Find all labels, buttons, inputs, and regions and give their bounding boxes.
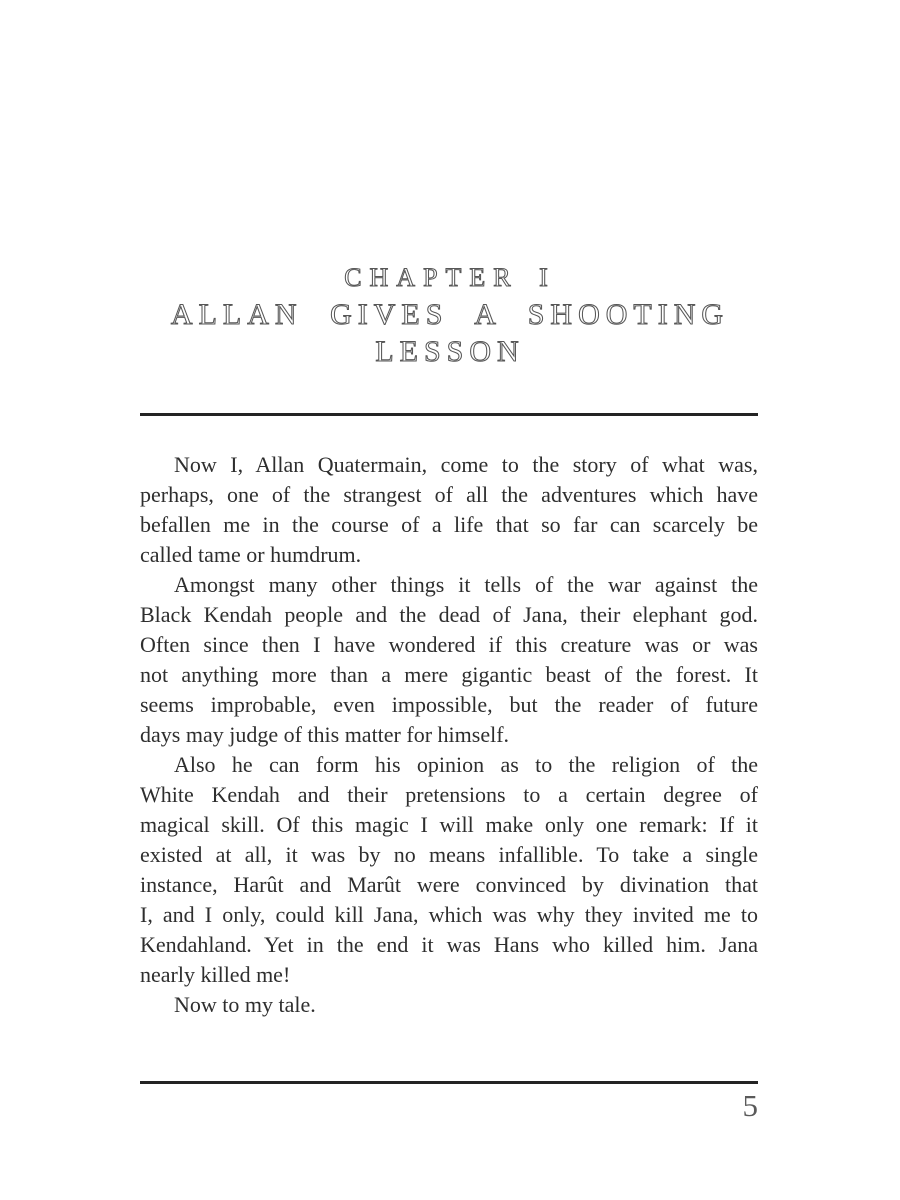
text-line: Black Kendah people and the dead of Jana, their elephant god.: [140, 602, 758, 627]
text-line: Now to my tale.: [174, 992, 316, 1017]
text-line: magical skill. Of this magic I will make only one remark: If it: [140, 812, 758, 837]
paragraph: [140, 450, 758, 570]
body-text: [140, 450, 758, 1020]
text-line: Now I, Allan Quatermain, come to the story of what was,: [174, 452, 758, 477]
text-line: instance, Harût and Marût were convinced by divination that: [140, 872, 758, 897]
text-line: not anything more than a mere gigantic beast of the forest. It: [140, 662, 758, 687]
text-line: I, and I only, could kill Jana, which was why they invited me to: [140, 902, 758, 927]
chapter-title: [90, 296, 810, 370]
paragraph: [140, 990, 758, 1020]
text-line: Also he can form his opinion as to the religion of the: [174, 752, 758, 777]
text-line: perhaps, one of the strangest of all the adventures which have: [140, 482, 758, 507]
text-line: Kendahland. Yet in the end it was Hans who killed him. Jana: [140, 932, 758, 957]
chapter-label: CHAPTER I: [344, 263, 556, 292]
text-line: White Kendah and their pretensions to a certain degree of: [140, 782, 758, 807]
text-line: existed at all, it was by no means infallible. To take a single: [140, 842, 758, 867]
top-divider: [140, 413, 758, 416]
text-line: nearly killed me!: [140, 962, 291, 987]
paragraph: [140, 750, 758, 990]
bottom-divider: [140, 1081, 758, 1084]
text-line: ALLAN GIVES A SHOOTING: [170, 298, 730, 331]
text-line: befallen me in the course of a life that so far can scarcely be: [140, 512, 758, 537]
text-line: Amongst many other things it tells of the war against the: [174, 572, 758, 597]
text-line: called tame or humdrum.: [140, 542, 362, 567]
text-line: Often since then I have wondered if this creature was or was: [140, 632, 758, 657]
text-line: days may judge of this matter for himself.: [140, 722, 510, 747]
page-number: 5: [742, 1088, 758, 1123]
text-line: seems improbable, even impossible, but the reader of future: [140, 692, 758, 717]
paragraph: [140, 570, 758, 750]
text-line: LESSON: [375, 335, 525, 368]
